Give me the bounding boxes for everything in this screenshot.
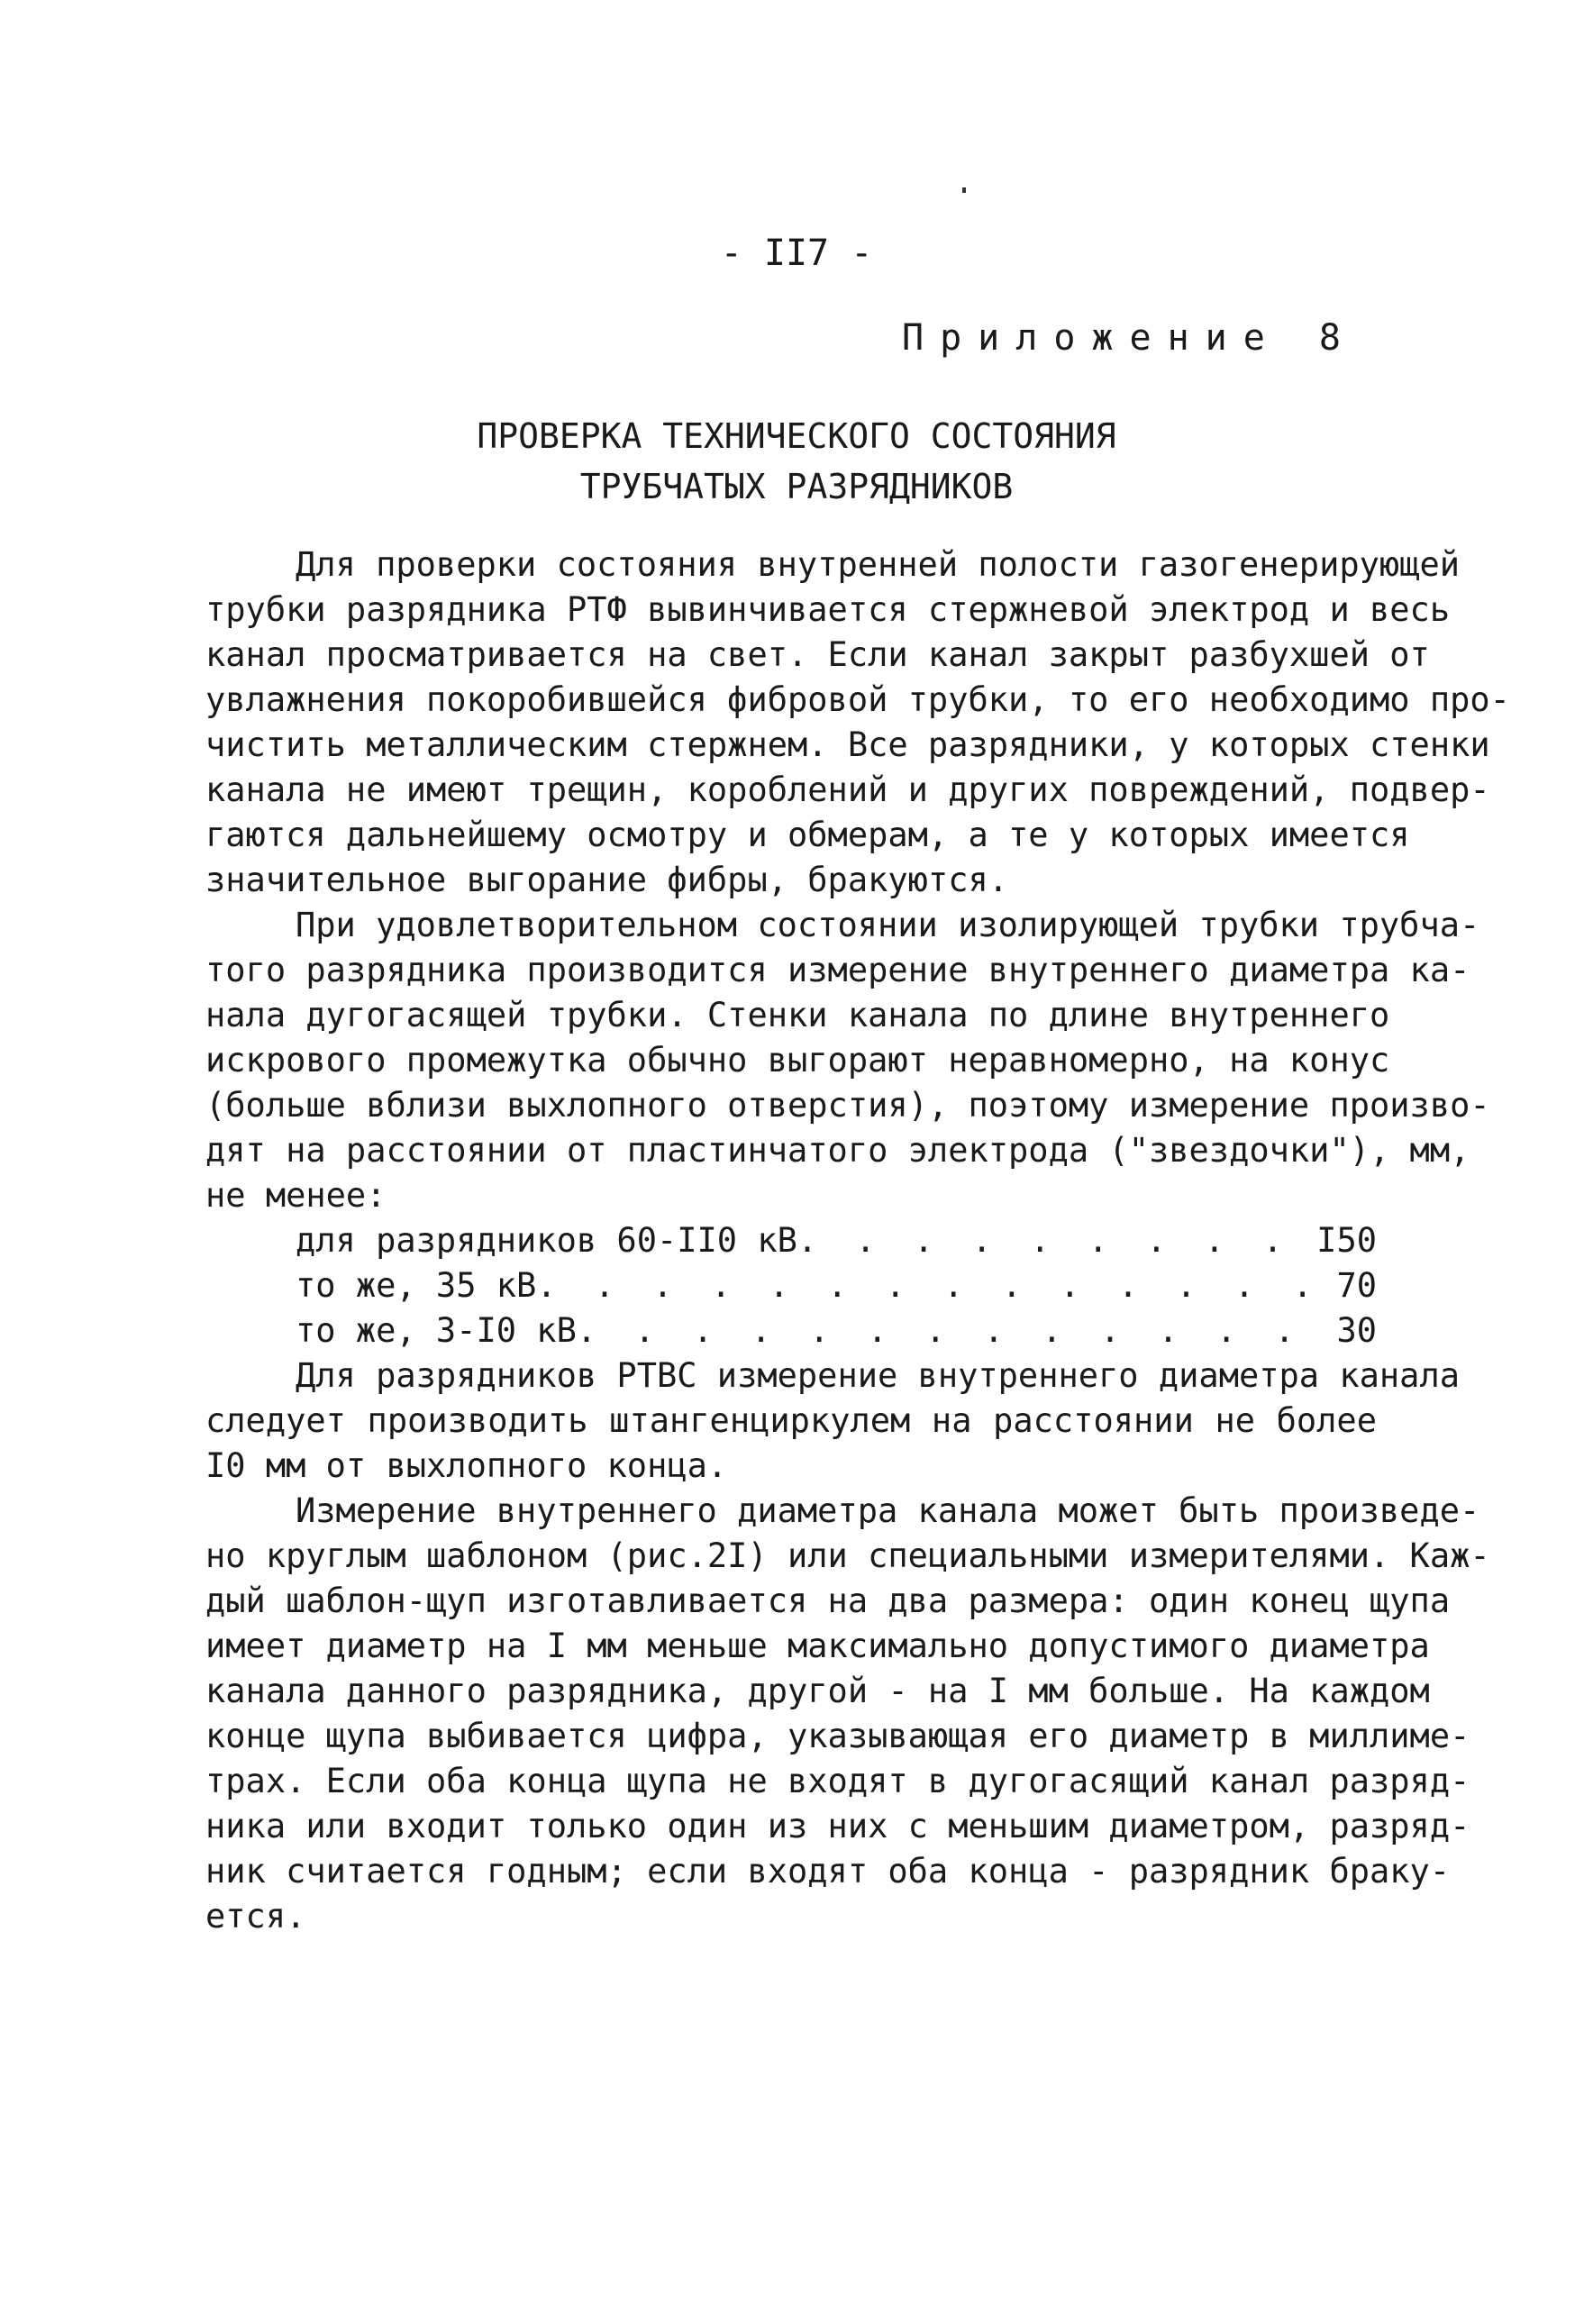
text-line: канал просматривается на свет. Если канал закрыт разбухшей от (205, 635, 1430, 674)
text-line: ник считается годным; если входят оба конца - разрядник браку- (205, 1852, 1451, 1891)
distance-row (205, 1308, 1377, 1353)
distance-row (205, 1263, 1377, 1308)
title-line-1: ПРОВЕРКА ТЕХНИЧЕСКОГО СОСТОЯНИЯ (477, 416, 1116, 456)
text-line: дый шаблон-щуп изготавливается на два размера: один конец щупа (205, 1581, 1451, 1620)
document-body (205, 542, 1510, 1939)
dot-leader (797, 1218, 1309, 1263)
distance-value: I50 (1316, 1221, 1377, 1260)
text-line: ника или входит только один из них с меньшим диаметром, разряд- (205, 1807, 1470, 1846)
text-line: значительное выгорание фибры, бракуются. (205, 861, 1009, 899)
dot-leader (536, 1263, 1329, 1308)
text-line: не менее: (205, 1176, 387, 1215)
distance-value: 70 (1336, 1266, 1377, 1305)
text-line: ется. (205, 1897, 306, 1936)
document-title (0, 411, 1593, 512)
text-line: дят на расстоянии от пластинчатого электрода ("звездочки"), мм, (205, 1131, 1470, 1170)
text-line: канала не имеют трещин, короблений и других повреждений, подвер- (205, 770, 1490, 809)
distance-label: то же, 3-I0 кВ (296, 1311, 577, 1350)
text-line: гаются дальнейшему осмотру и обмерам, а те у которых имеется (205, 816, 1410, 854)
stray-mark (962, 187, 966, 193)
title-line-2: ТРУБЧАТЫХ РАЗРЯДНИКОВ (579, 467, 1014, 506)
text-line: При удовлетворительном состоянии изолирующей трубки трубча- (296, 906, 1480, 944)
text-line: трубки разрядника РТФ вывинчивается стержневой электрод и весь (205, 590, 1451, 629)
text-line: Для проверки состояния внутренней полости газогенерирующей (296, 545, 1461, 584)
distance-label: то же, 35 кВ (296, 1266, 537, 1305)
distance-row (205, 1218, 1377, 1263)
text-line: того разрядника производится измерение внутреннего диаметра ка- (205, 951, 1470, 989)
text-line: трах. Если оба конца щупа не входят в дугогасящий канал разряд- (205, 1762, 1470, 1800)
text-line: канала данного разрядника, другой - на I мм больше. На каждом (205, 1672, 1430, 1710)
text-line: Измерение внутреннего диаметра канала может быть произведе- (296, 1491, 1480, 1530)
appendix-label: Приложение 8 (902, 317, 1357, 359)
text-line: но круглым шаблоном (рис.2I) или специальными измерителями. Каж- (205, 1536, 1490, 1575)
text-line: конце щупа выбивается цифра, указывающая его диаметр в миллиме- (205, 1717, 1470, 1755)
text-line: увлажнения покоробившейся фибровой трубки, то его необходимо про- (205, 680, 1510, 719)
page-number: - II7 - (720, 232, 873, 274)
text-line: нала дугогасящей трубки. Стенки канала по длине внутреннего (205, 996, 1390, 1034)
text-line: Для разрядников РТВС измерение внутреннего диаметра канала (296, 1356, 1461, 1395)
text-line: чистить металлическим стержнем. Все разрядники, у которых стенки (205, 725, 1490, 764)
text-line: (больше вблизи выхлопного отверстия), поэтому измерение произво- (205, 1086, 1490, 1125)
text-line: I0 мм от выхлопного конца. (205, 1446, 728, 1485)
distance-label: для разрядников 60-II0 кВ (296, 1221, 797, 1260)
text-line: имеет диаметр на I мм меньше максимально допустимого диаметра (205, 1627, 1430, 1665)
distance-value: 30 (1336, 1311, 1377, 1350)
text-line: следует производить штангенциркулем на расстоянии не более (205, 1401, 1377, 1440)
text-line: искрового промежутка обычно выгорают неравномерно, на конус (205, 1041, 1390, 1080)
dot-leader (577, 1308, 1330, 1353)
